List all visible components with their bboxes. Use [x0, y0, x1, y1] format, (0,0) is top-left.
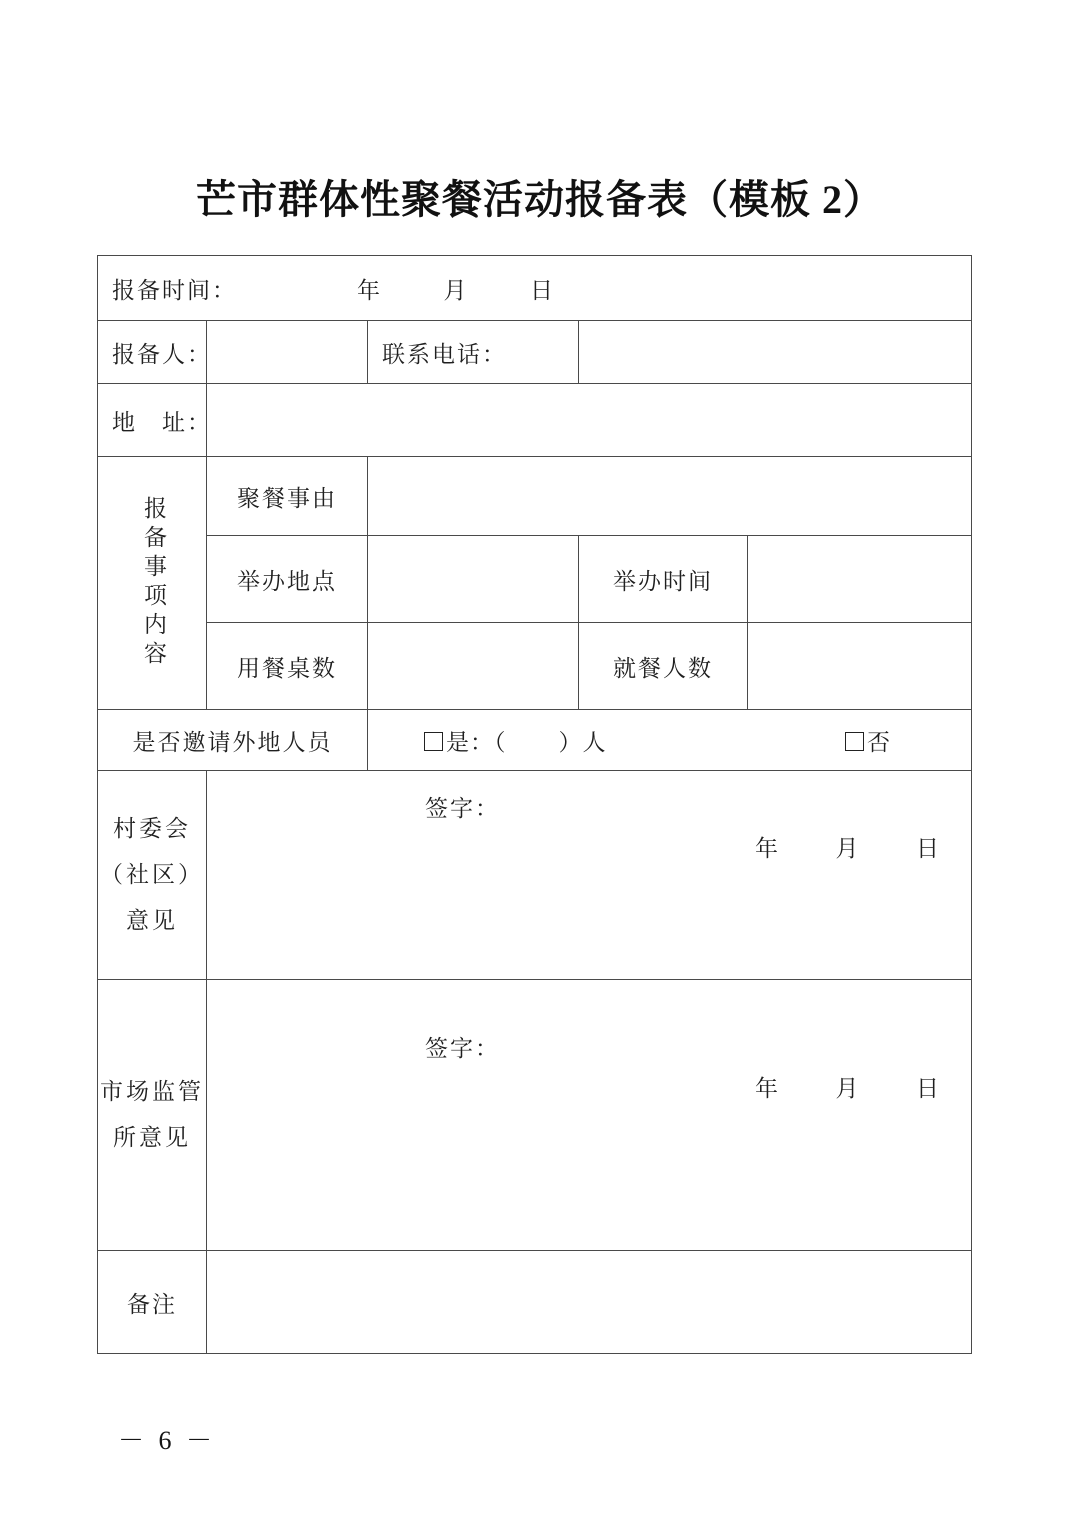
table-row-address: [98, 384, 972, 457]
market-signature-label: 签字：: [425, 1036, 500, 1061]
table-row-village-opinion: [98, 771, 972, 980]
reason-label: 聚餐事由: [237, 485, 337, 511]
market-date-month: 月: [835, 1076, 861, 1101]
report-time-month: 月: [443, 277, 469, 303]
outsiders-yes-label: 是：（: [446, 729, 507, 755]
report-time-ymd: [357, 272, 555, 305]
table-row-outsiders: [98, 710, 972, 771]
report-time-year: 年: [357, 277, 382, 303]
phone-label-cell: [368, 321, 579, 384]
address-label: 地 址：: [112, 409, 212, 435]
table-row-reporter: [98, 321, 972, 384]
remarks-label-cell: [98, 1251, 207, 1354]
market-opinion-label-line2: 所意见: [113, 1125, 191, 1150]
report-time-cell[interactable]: [98, 256, 972, 321]
venue-label-cell: [207, 536, 368, 623]
reporter-value-cell[interactable]: [207, 321, 368, 384]
village-date-month: 月: [835, 836, 861, 861]
outsiders-yes-option[interactable]: [424, 724, 607, 757]
people-value-cell[interactable]: [748, 623, 972, 710]
reason-label-cell: [207, 457, 368, 536]
outsiders-label: 是否邀请外地人员: [132, 729, 333, 755]
checkbox-yes-icon[interactable]: [424, 732, 443, 751]
report-time-day: 日: [530, 277, 555, 303]
village-opinion-body-cell[interactable]: [207, 771, 972, 980]
village-opinion-label-line2: （社区）: [100, 862, 204, 887]
tables-label-cell: [207, 623, 368, 710]
market-opinion-label-cell: [98, 980, 207, 1251]
market-date-year: 年: [755, 1076, 781, 1101]
reporter-label: 报备人：: [112, 341, 212, 367]
tables-value-cell[interactable]: [368, 623, 579, 710]
village-date-year: 年: [755, 836, 781, 861]
market-opinion-label-line1: 市场监管: [100, 1079, 204, 1104]
market-opinion-body-cell[interactable]: [207, 980, 972, 1251]
page-title: 芒市群体性聚餐活动报备表（模板 2）: [196, 177, 884, 222]
content-section-vertical-label: 报备事项内容: [141, 496, 166, 670]
event-time-label-cell: [579, 536, 748, 623]
people-label: 就餐人数: [613, 655, 713, 681]
village-signature-date: [755, 830, 941, 863]
table-row-tables-people: [98, 623, 972, 710]
village-signature-label: 签字：: [425, 796, 500, 821]
venue-label: 举办地点: [237, 568, 337, 594]
table-row-report-time: [98, 256, 972, 321]
address-label-cell: [98, 384, 212, 457]
report-time-label: 报备时间：: [112, 277, 237, 303]
village-opinion-label: [98, 806, 206, 944]
outsiders-no-label: 否: [867, 729, 892, 755]
remarks-value-cell[interactable]: [207, 1251, 972, 1354]
table-row-reason: [98, 457, 972, 536]
event-time-label: 举办时间: [613, 568, 713, 594]
reason-value-cell[interactable]: [368, 457, 972, 536]
outsiders-no-option[interactable]: [845, 724, 891, 757]
market-signature-date: [755, 1070, 941, 1103]
event-time-value-cell[interactable]: [748, 536, 972, 623]
market-opinion-label: [98, 1069, 206, 1161]
address-value-cell[interactable]: [207, 384, 972, 457]
market-date-day: 日: [916, 1076, 942, 1101]
group-dining-report-form: [97, 255, 972, 1354]
outsiders-label-cell: [98, 710, 368, 771]
outsiders-options-cell[interactable]: [368, 710, 972, 771]
phone-label: 联系电话：: [382, 341, 507, 367]
checkbox-no-icon[interactable]: [845, 732, 864, 751]
content-section-vertical-label-cell: [98, 457, 207, 710]
village-opinion-label-cell: [98, 771, 207, 980]
tables-label: 用餐桌数: [237, 655, 337, 681]
venue-value-cell[interactable]: [368, 536, 579, 623]
remarks-label: 备注: [127, 1291, 177, 1317]
reporter-label-cell: [98, 321, 212, 384]
people-label-cell: [579, 623, 748, 710]
table-row-market-opinion: [98, 980, 972, 1251]
village-date-day: 日: [916, 836, 942, 861]
page-number-footer: － 6 －: [118, 1426, 217, 1455]
table-row-venue-time: [98, 536, 972, 623]
outsiders-yes-suffix: ）人: [558, 729, 607, 755]
village-opinion-label-line3: 意见: [126, 908, 178, 933]
table-row-remarks: [98, 1251, 972, 1354]
village-opinion-label-line1: 村委会: [113, 816, 191, 841]
phone-value-cell[interactable]: [579, 321, 972, 384]
